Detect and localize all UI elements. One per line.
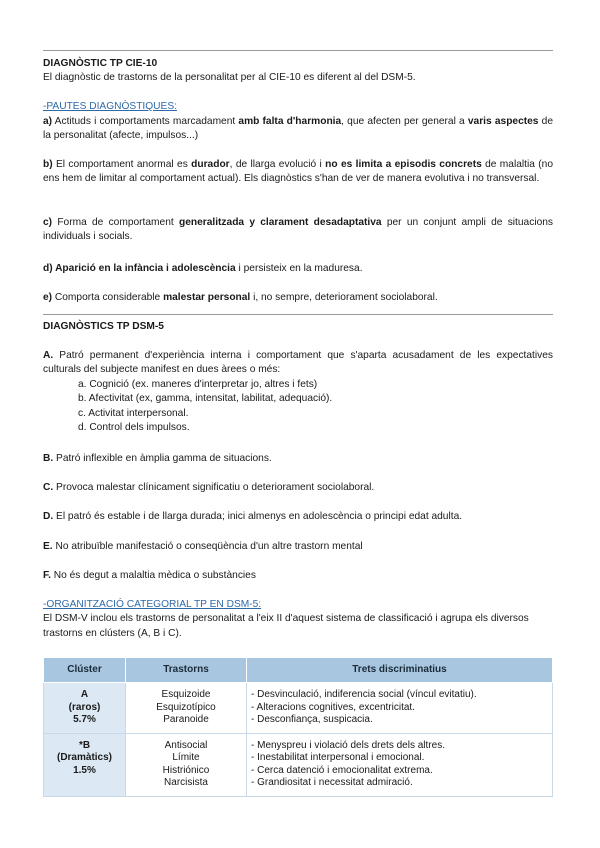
cie-c-bold1: generalitzada y clarament desadaptativa bbox=[178, 217, 382, 228]
cie-c-label: c) bbox=[43, 217, 53, 228]
trastorns-cell bbox=[126, 683, 247, 734]
dsm-c-label: C. bbox=[43, 482, 54, 493]
dsm-e-text: No atribuïble manifestació o conseqüència d'un altre trastorn mental bbox=[52, 541, 363, 552]
cie-c-text2: per un conjunt ampli de situacions individuals i socials. bbox=[43, 217, 554, 243]
table-row bbox=[44, 733, 553, 796]
trastorn: Esquizoide bbox=[161, 689, 211, 700]
dsm-f-label: F. bbox=[43, 570, 51, 581]
middle-divider bbox=[43, 314, 553, 315]
cie-a-text1: Actituds i comportaments marcadament bbox=[52, 116, 239, 127]
cie-intro: El diagnòstic de trastorns de la personalitat per al CIE-10 es diferent al del DSM-5. bbox=[43, 72, 416, 84]
dsm-criterion-e bbox=[43, 540, 553, 554]
cie-criterion-d bbox=[43, 262, 553, 276]
dsm-a-item: b. Afectivitat (ex, gamma, intensitat, labilitat, adequació). bbox=[78, 393, 333, 405]
cluster-type: (Dramàtics) bbox=[56, 752, 113, 763]
cie-e-text1: Comporta considerable bbox=[52, 292, 164, 303]
cie-d-bold: d) Aparició en la infància i adolescència bbox=[43, 263, 236, 274]
header-trastorns: Trastorns bbox=[126, 658, 247, 683]
dsm-d-label: D. bbox=[43, 511, 54, 522]
trastorn: Antisocial bbox=[164, 739, 208, 751]
cie-a-label: a) bbox=[43, 116, 53, 127]
cie-e-text2: i, no sempre, deteriorament sociolaboral. bbox=[250, 292, 438, 303]
trastorn: Esquizotípico bbox=[156, 701, 216, 713]
org-intro: El DSM-V inclou els trastorns de personalitat a l'eix II d'aquest sistema de classificació i agrupa els diversos trastorns en clústers (A, B i C). bbox=[43, 613, 529, 639]
trastorn: Histriónico bbox=[162, 764, 210, 776]
trets-cell bbox=[247, 733, 553, 796]
cie-b-text3: de malaltia (no ens hem de limitar al comportament actual). Els diagnòstics s'han de ver de manera evolutiva i no transversal. bbox=[43, 159, 553, 185]
dsm-b-label: B. bbox=[43, 453, 54, 464]
cie-b-label: b) bbox=[43, 159, 53, 170]
table-row bbox=[44, 683, 553, 734]
header-trets: Trets discriminatius bbox=[247, 658, 553, 683]
org-section bbox=[43, 598, 553, 641]
cie-b-text2: , de llarga evolució i bbox=[229, 159, 326, 170]
tret: - Menyspreu i violació dels drets dels altres. bbox=[251, 739, 445, 751]
cie-b-bold2: no es limita a episodis concrets bbox=[325, 159, 482, 170]
cie-criterion-e bbox=[43, 291, 553, 305]
dsm-e-label: E. bbox=[43, 541, 53, 552]
cluster-prevalence: 1.5% bbox=[73, 764, 96, 776]
dsm-criterion-b bbox=[43, 452, 553, 466]
cie-section bbox=[43, 57, 553, 86]
tret: - Inestabilitat interpersonal i emocional. bbox=[251, 752, 425, 763]
dsm-title bbox=[43, 320, 553, 334]
dsm-a-item: a. Cognició (ex. maneres d'interpretar jo, altres i fets) bbox=[78, 379, 318, 390]
top-divider bbox=[43, 50, 553, 51]
trastorn: Paranoide bbox=[163, 714, 209, 725]
dsm-criterion-f bbox=[43, 569, 553, 583]
cie-b-text1: El comportament anormal es bbox=[52, 159, 192, 170]
tret: - Alteracions cognitives, excentricitat. bbox=[251, 701, 415, 713]
pautes-title-text: -PAUTES DIAGNÒSTIQUES: bbox=[43, 101, 177, 112]
dsm-a-item: d. Control dels impulsos. bbox=[78, 421, 190, 433]
cie-criterion-c bbox=[43, 216, 553, 245]
header-cluster: Clúster bbox=[44, 658, 126, 683]
cie-a-bold2: varis aspectes bbox=[467, 116, 539, 127]
cluster-cell bbox=[44, 733, 126, 796]
dsm-criterion-c bbox=[43, 481, 553, 495]
cie-criterion-b bbox=[43, 158, 553, 187]
cie-d-text: i persisteix en la maduresa. bbox=[235, 263, 363, 274]
table-header-row bbox=[44, 658, 553, 683]
cluster-letter: *B bbox=[78, 739, 91, 751]
cluster-prevalence: 5.7% bbox=[73, 714, 96, 725]
cie-b-bold1: durador bbox=[191, 159, 230, 170]
pautes-title bbox=[43, 100, 553, 114]
trastorn: Narcisista bbox=[164, 777, 208, 788]
dsm-a-text: Patró permanent d'experiència interna i comportament que s'aparta acusadament de les expectatives culturals del subjecte manifest en dues àrees o més: bbox=[43, 350, 553, 376]
dsm-criterion-a bbox=[43, 349, 553, 378]
dsm-c-text: Provoca malestar clínicament significatiu o deteriorament sociolaboral. bbox=[53, 482, 375, 493]
dsm-d-text: El patró és estable i de llarga durada; inici almenys en adolescència o principi edat adulta. bbox=[53, 511, 463, 522]
cie-c-text1: Forma de comportament bbox=[52, 217, 179, 228]
cie-title: DIAGNÒSTIC TP CIE-10 bbox=[43, 58, 158, 69]
trets-cell bbox=[247, 683, 553, 734]
trastorn: Límite bbox=[172, 752, 200, 763]
cluster-table bbox=[43, 657, 553, 797]
dsm-a-label: A. bbox=[43, 350, 54, 361]
cie-a-text2: , que afecten per general a bbox=[341, 116, 468, 127]
org-title: -ORGANITZACIÓ CATEGORIAL TP EN DSM-5: bbox=[43, 599, 262, 610]
cie-e-label: e) bbox=[43, 292, 53, 303]
dsm-criterion-d bbox=[43, 510, 553, 524]
trastorns-cell bbox=[126, 733, 247, 796]
cie-a-text3: de la personalitat (afecte, impulsos...) bbox=[43, 116, 553, 142]
tret: - Desconfiança, suspicacia. bbox=[251, 714, 373, 725]
dsm-f-text: No és degut a malaltia mèdica o substàncies bbox=[50, 570, 256, 581]
cie-e-bold1: malestar personal bbox=[163, 292, 251, 303]
cluster-type: (raros) bbox=[68, 701, 101, 713]
dsm-a-sublist bbox=[78, 378, 332, 435]
cluster-cell bbox=[44, 683, 126, 734]
cie-criterion-a bbox=[43, 115, 553, 144]
cluster-letter: A bbox=[80, 689, 89, 700]
tret: - Desvinculació, indiferencia social (víncul evitatiu). bbox=[251, 689, 477, 700]
dsm-b-text: Patró inflexible en àmplia gamma de situacions. bbox=[53, 453, 272, 464]
tret: - Grandiositat i necessitat admiració. bbox=[251, 777, 413, 788]
dsm-a-item: c. Activitat interpersonal. bbox=[78, 407, 189, 419]
dsm-title-text: DIAGNÒSTICS TP DSM-5 bbox=[43, 321, 164, 332]
tret: - Cerca datenció i emocionalitat extrema. bbox=[251, 764, 433, 776]
cie-a-bold1: amb falta d'harmonia bbox=[238, 116, 342, 127]
